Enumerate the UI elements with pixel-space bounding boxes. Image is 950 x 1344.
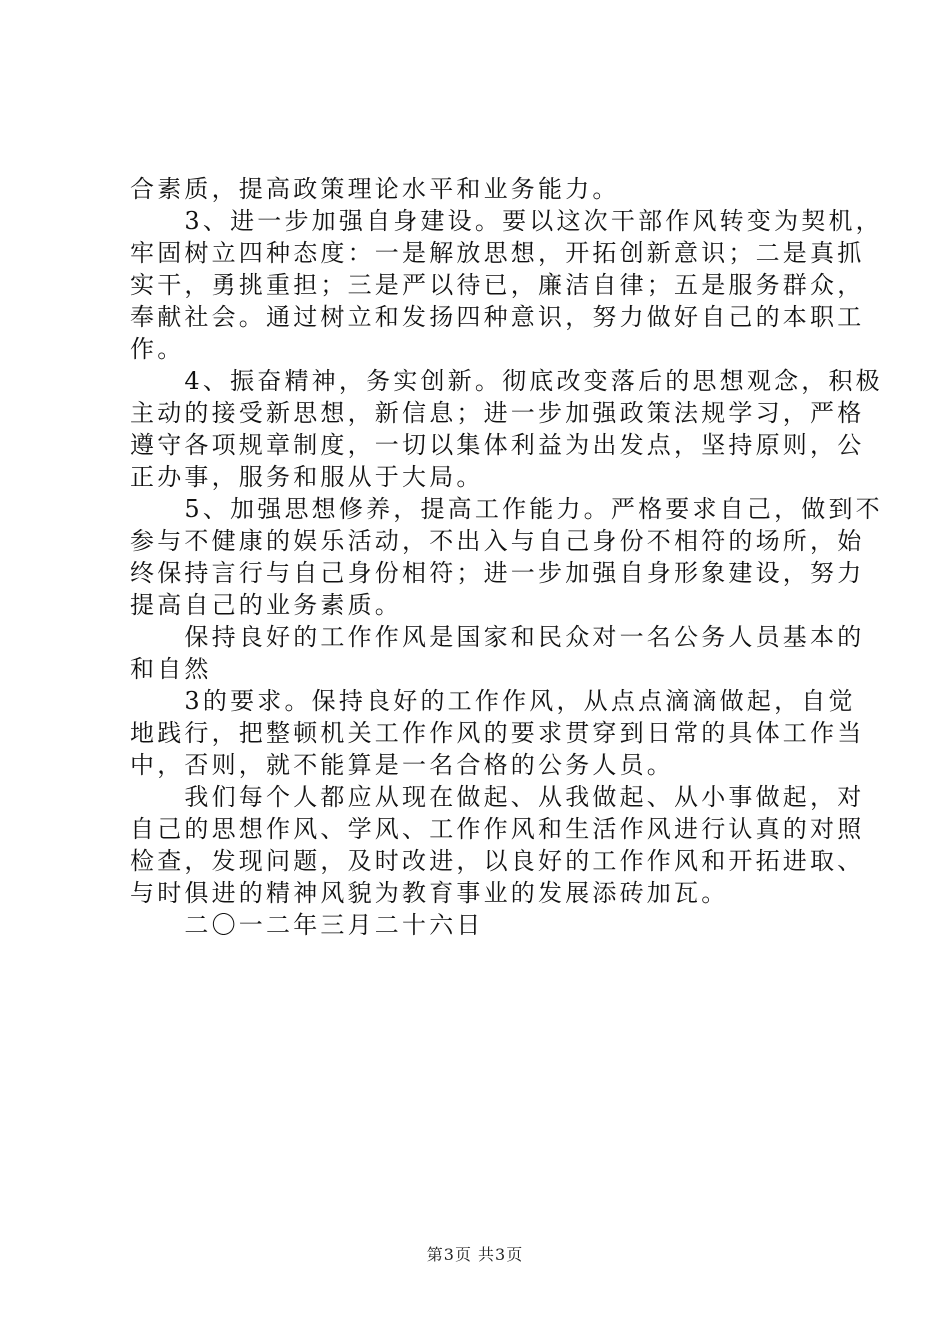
- text-line: 终保持言行与自己身份相符；进一步加强自身形象建设，努力: [130, 559, 865, 587]
- text-line: 5、加强思想修养，提高工作能力。严格要求自己，做到不: [130, 495, 883, 523]
- text-line: 检查，发现问题，及时改进，以良好的工作作风和开拓进取、: [130, 847, 865, 875]
- text-line: 中，否则，就不能算是一名合格的公务人员。: [130, 751, 674, 779]
- text-line: 遵守各项规章制度，一切以集体利益为出发点，坚持原则，公: [130, 431, 865, 459]
- page-number: 第3页 共3页: [426, 1245, 524, 1264]
- text-line: 地践行，把整顿机关工作作风的要求贯穿到日常的具体工作当: [130, 719, 865, 747]
- text-line: 保持良好的工作作风是国家和民众对一名公务人员基本的: [130, 623, 865, 651]
- text-line: 和自然: [130, 655, 212, 683]
- text-line: 参与不健康的娱乐活动，不出入与自己身份不相符的场所，始: [130, 527, 865, 555]
- text-line: 与时俱进的精神风貌为教育事业的发展添砖加瓦。: [130, 879, 729, 907]
- text-line: 合素质，提高政策理论水平和业务能力。: [130, 175, 620, 203]
- text-line: 我们每个人都应从现在做起、从我做起、从小事做起，对: [130, 783, 865, 811]
- text-line: 实干，勇挑重担；三是严以待已，廉洁自律；五是服务群众，: [130, 271, 865, 299]
- text-line: 3、进一步加强自身建设。要以这次干部作风转变为契机，: [130, 207, 883, 235]
- text-line: 3的要求。保持良好的工作作风，从点点滴滴做起，自觉: [130, 687, 856, 715]
- text-line: 4、振奋精神，务实创新。彻底改变落后的思想观念，积极: [130, 367, 883, 395]
- text-line: 主动的接受新思想，新信息；进一步加强政策法规学习，严格: [130, 399, 865, 427]
- text-line: 奉献社会。通过树立和发扬四种意识，努力做好自己的本职工: [130, 303, 865, 331]
- text-line: 提高自己的业务素质。: [130, 591, 402, 619]
- text-line: 自己的思想作风、学风、工作作风和生活作风进行认真的对照: [130, 815, 865, 843]
- text-line: 正办事，服务和服从于大局。: [130, 463, 484, 491]
- text-line: 作。: [130, 335, 185, 363]
- text-line: 牢固树立四种态度：一是解放思想，开拓创新意识；二是真抓: [130, 239, 865, 267]
- date-line: 二〇一二年三月二十六日: [130, 911, 484, 939]
